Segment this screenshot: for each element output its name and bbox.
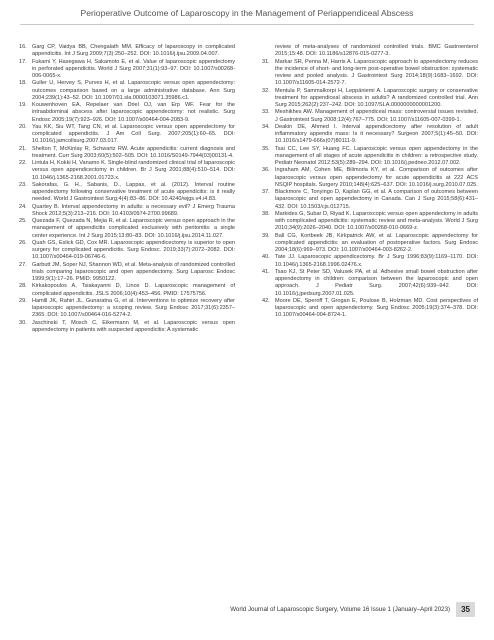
reference-text: Tsao KJ, St Peter SD, Valusek PA, et al. Adhesive small bowel obstruction after appendectomy in children: comparison between the laparoscopic and open approach. J Pediatr Surg. 2007;42(6):939–942. DOI: 10.1016/j.jpedsurg.2007.01.025. [275,268,478,297]
reference-item [262,59,478,88]
reference-item [19,160,235,182]
reference-item [262,211,478,233]
reference-text: Jaschinski T, Mosch C, Eikermann M, et al. Laparoscopic versus open appendectomy in patients with suspected appendicitis: A systematic [32,319,235,333]
reference-text: review of meta-analyses of randomized controlled trials. BMC Gastroenterol 2015;15:48. DOI: 10.1186/s12876-015-0277-3. [275,44,478,58]
reference-item [19,283,235,298]
reference-number: 39. [262,232,270,239]
reference-item [19,240,235,262]
reference-item [19,80,235,102]
reference-text: Mentula P, Sammalkorpi H, Leppäniemi A. Laparoscopic surgery or conservative treatment for appendiceal abscess in adults? A randomized controlled trial. Ann Surg 2015;262(2):237–242. DOI: 10.1097/SLA.0000000000001200. [275,87,478,108]
reference-text: Markar SR, Penna M, Harris A. Laparoscopic approach to appendectomy reduces the incidence of short- and long-term post-operative bowel obstruction: systematic review and pooled analysis. J Gastrointest Surg 2014;18(9):1683–1692. DOI: 10.1007/s11605-014-2572-7. [275,58,478,87]
reference-text: Garbutt JM, Soper NJ, Shannon WD, et al. Meta-analysis of randomized controlled trials comparing laparoscopic and open appendectomy. Surg Laparosc Endosc 1999;9(1):17–26. PMID: 9950122. [32,261,235,282]
reference-number: 22. [19,160,27,166]
reference-text: Kouwenhoven EA, Repelaer van Driel OJ, van Erp WF. Fear for the intraabdominal abscess after laparoscopic appendectomy: not realistic. Surg Endosc 2005;19(7):923–926. DOI: 10.1007/s00464-004-2083-9. [32,102,235,123]
reference-item [262,44,478,59]
reference-text: Hamill JK, Rahiri JL, Gunaratna G, et al. Interventions to optimize recovery after laparoscopic appendectomy: a scoping review. Surg Endosc 2017;31(6):2357–2365. DOI: 10.1007/s00464-016-5274-2. [32,297,235,319]
reference-text: Yau KK, Siu WT, Tang CN, et al. Laparoscopic versus open appendectomy for complicated appendicitis. J Am Coll Surg. 2007;205(1):60–65. DOI: 10.1016/j.jamcollsurg.2007.03.017. [32,123,235,145]
running-header: Perioperative Outcome of Laparoscopy in the Management of Periappendiceal Abscess [80,8,414,18]
reference-number: 40. [262,254,270,261]
reference-text: Tate JJ. Laparoscopic appendicectomy. Br J Surg 1996;83(9):1169–1170. DOI: 10.1046/j.1365-2168.1996.02476.x. [275,254,478,268]
reference-text: Sakorafas, G. H., Sabanis, D., Lappas, et al. (2012). Interval routine appendectomy following conservative treatment of acute appendicitis: is it really needed. World J Gastrointest Surg;4(4):83–86. DOI: 10.4240/wjgs.v4.i4.83. [32,181,235,203]
reference-text: Kirkakopoulos A, Tsiakayanni D, Linos D. Laparoscopic management of complicated appendicitis. JSLS 2006;10(4):453–456. PMID: 17575756. [32,283,235,297]
reference-text: Guller U, Hervey S, Purves H, et al. Laparoscopic versus open appendectomy: outcomes comparison based on a large administrative database. Ann Surg 2004;239(1):43–52. DOI: 10.1097/01.sla.0000103071.35986.c1. [32,80,235,101]
reference-text: Quah GS, Eslick GD, Cox MR. Laparoscopic appendicectomy is superior to open surgery for complicated appendicitis. Surg Endosc. 2019;33(7):2072–2082. DOI: 10.1007/s00464-019-06746-6. [32,239,235,261]
reference-item [19,298,235,320]
reference-number: 25. [19,218,27,224]
reference-number: 28. [19,283,27,290]
reference-number: 19. [19,102,27,108]
reference-number: 27. [19,261,27,268]
reference-item [19,262,235,284]
reference-number: 17. [19,58,27,65]
reference-number: 41. [262,268,270,275]
reference-number: 38. [262,210,270,217]
reference-text: Shelton T, McKinlay R, Schwartz RW. Acute appendicitis: current diagnosis and treatment. Curr Surg 2003;60(5):502–505. DOI: 10.1016/S0149-7944(03)00131-4. [32,145,235,159]
references-left-column [19,44,235,334]
reference-item [262,167,478,189]
reference-text: Fukami Y, Hasegawa H, Sakamoto E, et al. Value of laparoscopic appendectomy in perforated appendicitis. World J Surg 2007;31(1):93–97. DOI: 10.1007/s00268-006-0065-x. [32,58,235,79]
page-number: 35 [456,602,475,617]
reference-item [262,298,478,320]
reference-item [262,269,478,298]
page-footer [230,602,475,617]
reference-item [262,109,478,124]
reference-item [19,204,235,219]
reference-item [19,182,235,204]
reference-text: Markides G, Subar D, Riyad K. Laparoscopic versus open appendectomy in adults with complicated appendicitis: systematic review and meta-analysis. World J Surg 2010;34(9):2026–2040. DOI: 10.1007/s00268-010-0669-z. [275,210,478,232]
reference-number: 29. [19,297,27,304]
reference-number: 20. [19,123,27,130]
journal-citation: World Journal of Laparoscopic Surgery, Volume 16 Issue 1 (January–April 2023) [230,606,451,613]
reference-number: 24. [19,203,27,210]
reference-item [262,254,478,269]
reference-number: 37. [262,189,270,195]
reference-item [19,146,235,161]
reference-text: Ingraham AM, Cohen ME, Bilimoria KY, et al. Comparison of outcomes after laparoscopic versus open appendectomy for acute appendicitis at 222 ACS NSQIP hospitals. Surgery 2010;148(4):625–637. DOI: 10.1016/j.surg.2010.07.025. [275,167,478,188]
reference-number: 32. [262,87,270,94]
references-right-column [262,44,478,320]
reference-item [19,320,235,335]
reference-number: 26. [19,239,27,246]
reference-text: Quezada F, Quezada N, Mejia R, et al. Laparoscopic versus open approach in the management of appendicitis complicated exclusively with peritonitis: a single center experience. Int J Surg 2015;13:80–83. DOI: 10.1016/j.ijsu.2014.11.027. [32,218,235,239]
reference-number: 34. [262,123,270,130]
reference-text: Quartey B. Interval appendectomy in adults: a necessary evil? J Emerg Trauma Shock 2012;5(3):213–216. DOI: 10.4103/0974-2700.99689. [32,203,235,217]
reference-text: Meshikhes AW. Management of appendiceal mass: controversial issues revisited. J Gastrointest Surg 2008;12(4):767–775. DOI: 10.1007/s11605-007-0399-1. [275,109,478,123]
reference-text: Moore DE, Speroff T, Grogan E, Poulose B, Holzman MD. Cost perspectives of laparoscopic and open appendectomy. Surg Endosc 2005;19(3):374–378. DOI: 10.1007/s00464-004-8724-1. [275,297,478,319]
reference-text: Tsai CC, Lee SY, Huang FC. Laparoscopic versus open appendectomy in the management of all stages of acute appendicitis in children: a retrospective study. Pediatr Neonatol 2012;53(5):289–294. DOI: 10.1016/j.pedneo.2012.07.002. [275,145,478,166]
reference-item [262,233,478,255]
reference-number [262,44,275,59]
reference-item [262,146,478,168]
reference-number: 35. [262,145,270,152]
reference-number: 33. [262,109,270,116]
reference-number: 30. [19,319,27,326]
reference-item [262,88,478,110]
reference-number: 42. [262,297,270,304]
reference-number: 21. [19,145,27,152]
reference-number: 16. [19,44,27,50]
header-divider [20,24,474,25]
reference-text: Garg CP, Vaidya BB, Chengalath MM. Efficacy of laparoscopy in complicated appendicitis. Int J Surg 2009;7(3):250–252. DOI: 10.1016/j.ijsu.2009.04.007. [32,44,235,58]
reference-text: Lintula H, Kokki H, Vanamo K. Single-blind randomized clinical trial of laparoscopic versus open appendicectomy in children. Br J Surg 2001;88(4):510–514. DOI: 10.1046/j.1365-2168.2001.01723.x. [32,160,235,181]
reference-item [19,59,235,81]
reference-text: Blackmore C, Tonyingo D, Kaplan GG, et al. A comparison of outcomes between laparoscopic and open appendectomy in Canada. Can J Surg 2015;58(6):431–432. DOI: 10.1503/cjs.012715. [275,189,478,210]
reference-number: 23. [19,181,27,188]
reference-text: Deakin DE, Ahmed I. Interval appendicectomy after resolution of adult inflammatory appendix mass: Is it necessary? Surgeon 2007;5(1):45–50. DOI: 10.1016/s1479-666x(07)80111-9. [275,123,478,145]
reference-item [19,218,235,240]
reference-item [262,189,478,211]
reference-item [19,124,235,146]
reference-item [19,102,235,124]
reference-number: 18. [19,80,27,87]
reference-text: Ball CG, Kortbeek JB, Kirkpatrick AW, et al. Laparoscopic appendectomy for complicated appendicitis: an evaluation of postoperative factors. Surg Endosc 2004;18(6):969–973. DOI: 10.1007/s00464-003-8262-2. [275,232,478,253]
reference-number: 36. [262,167,270,174]
reference-item [19,44,235,59]
reference-number: 31. [262,58,270,65]
reference-item [262,124,478,146]
